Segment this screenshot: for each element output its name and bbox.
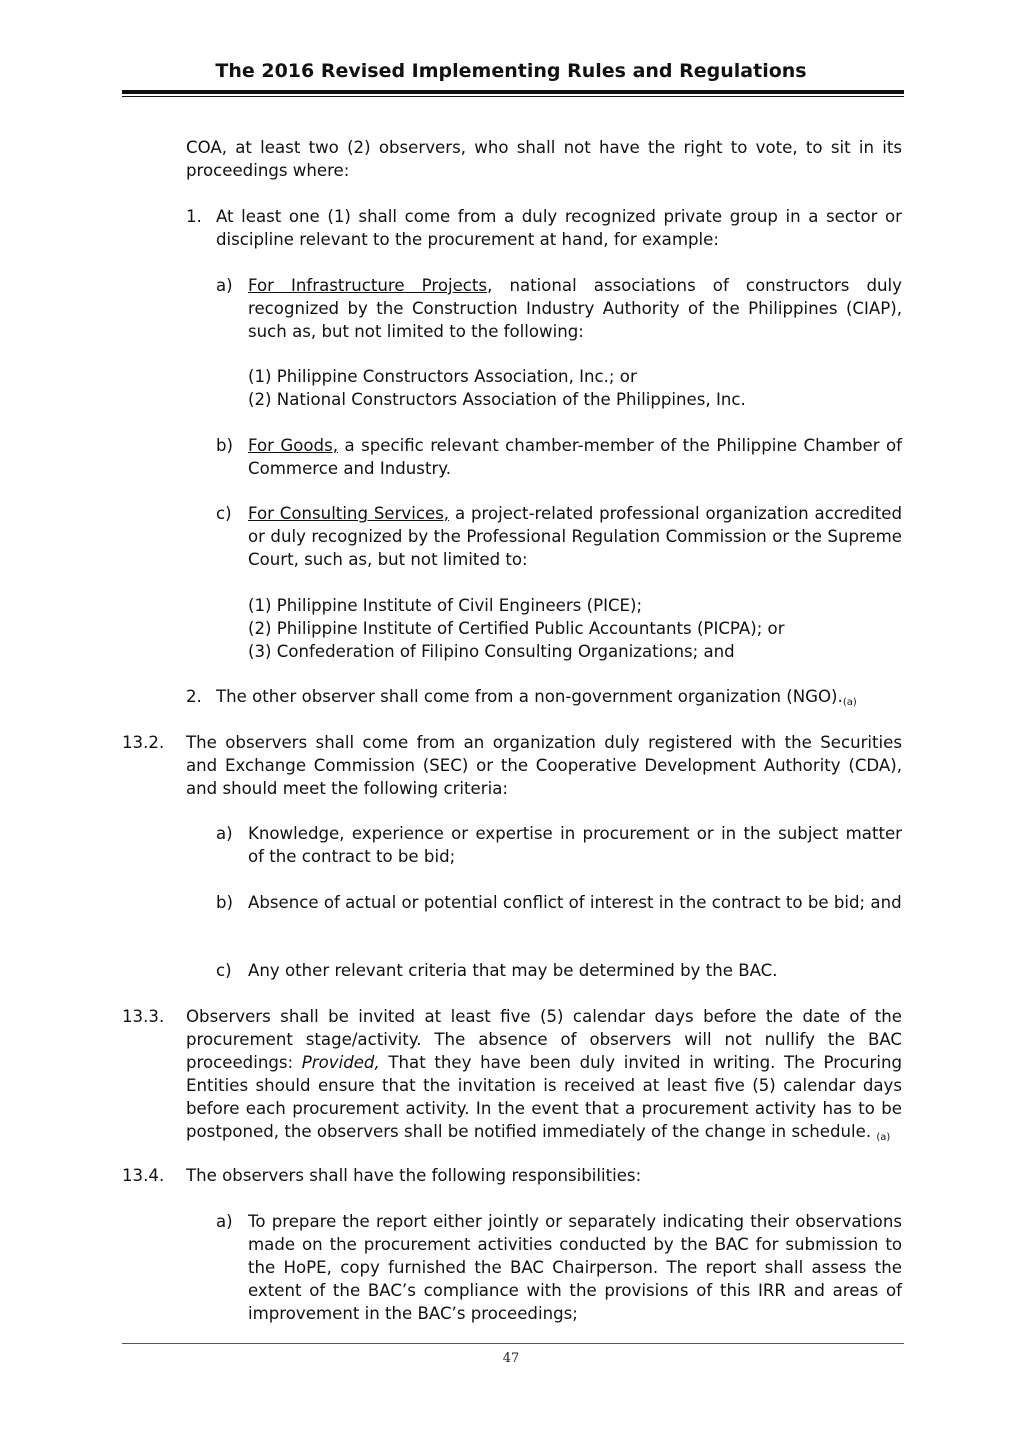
item-1c-paragraph	[248, 502, 902, 571]
item-1a-list	[248, 365, 902, 411]
item-1b-text: a specific relevant chamber-member of the Philippine Chamber of Commerce and Industry.	[248, 436, 902, 478]
item-1-text: At least one (1) shall come from a duly recognized private group in a sector or discipline relevant to the procurement at hand, for example:	[216, 207, 902, 249]
section-13-4-number: 13.4.	[122, 1166, 165, 1185]
section-13-2a-letter: a)	[216, 824, 233, 843]
section-13-3-text-after: That they have been duly invited in writing. The Procuring Entities should ensure that the invitation is received at least five (5) calendar days before each procurement activity. In the event that a procurement activity has to be postponed, the observers shall be notified immediately of the change in schedule.	[186, 1053, 903, 1141]
section-13-3-number: 13.3.	[122, 1007, 165, 1026]
section-13-4a-letter: a)	[216, 1212, 233, 1231]
header-rule-thin	[122, 96, 904, 97]
section-13-2c-letter: c)	[216, 961, 232, 980]
list-item: (1) Philippine Constructors Association, Inc.; or	[248, 367, 637, 386]
item-2-paragraph	[216, 685, 902, 714]
amendment-tag: (a)	[842, 697, 857, 708]
item-1-number: 1.	[186, 207, 202, 226]
list-item: (2) National Constructors Association of the Philippines, Inc.	[248, 390, 746, 409]
item-1c-text: a project-related professional organization accredited or duly recognized by the Professional Regulation Commission or the Supreme Court, such as, but not limited to:	[248, 504, 903, 569]
section-13-2-text: The observers shall come from an organization duly registered with the Securities and Exchange Commission (SEC) or the Cooperative Development Authority (CDA), and should meet the following criteria:	[186, 733, 902, 798]
section-13-2a-text: Knowledge, experience or expertise in procurement or in the subject matter of the contract to be bid;	[248, 824, 902, 866]
item-1b-paragraph	[248, 434, 902, 480]
provided-italic: Provided,	[301, 1053, 380, 1072]
section-13-2b-letter: b)	[216, 893, 234, 912]
intro-paragraph: COA, at least two (2) observers, who shall not have the right to vote, to sit in its proceedings where:	[186, 138, 902, 180]
item-1a-paragraph	[248, 274, 902, 343]
item-2-text: The other observer shall come from a non-government organization (NGO).	[216, 687, 843, 706]
section-13-4-text: The observers shall have the following responsibilities:	[186, 1166, 642, 1185]
item-1b-lead: For Goods,	[248, 436, 338, 455]
item-1c-lead: For Consulting Services,	[248, 504, 450, 523]
item-1a-text: , national associations of constructors duly recognized by the Construction Industry Authority of the Philippines (CIAP), such as, but not limited to the following:	[248, 276, 902, 341]
section-13-3-text-before: Observers shall be invited at least five (5) calendar days before the date of the procurement stage/activity. The absence of observers will not nullify the BAC proceedings:	[186, 1007, 902, 1072]
amendment-tag: (a)	[876, 1132, 891, 1143]
list-item: (3) Confederation of Filipino Consulting Organizations; and	[248, 642, 735, 661]
page-header-title: The 2016 Revised Implementing Rules and Regulations	[215, 60, 807, 82]
item-1c-list	[248, 594, 902, 663]
footer-rule	[122, 1343, 904, 1344]
section-13-2b-text: Absence of actual or potential conflict of interest in the contract to be bid; and	[248, 893, 902, 912]
section-13-2-number: 13.2.	[122, 733, 165, 752]
item-1a-lead: For Infrastructure Projects	[248, 276, 488, 295]
page-number: 47	[502, 1351, 520, 1366]
section-13-4a-text: To prepare the report either jointly or separately indicating their observations made on the procurement activities conducted by the BAC for submission to the HoPE, copy furnished the BAC Chairperson. The report shall assess the extent of the BAC’s compliance with the provisions of this IRR and areas of improvement in the BAC’s proceedings;	[248, 1212, 902, 1323]
header-rule-thick	[122, 90, 904, 94]
item-1c-letter: c)	[216, 504, 232, 523]
item-1b-letter: b)	[216, 436, 234, 455]
item-2-number: 2.	[186, 687, 202, 706]
section-13-2c-text: Any other relevant criteria that may be determined by the BAC.	[248, 961, 778, 980]
section-13-3-paragraph	[186, 1005, 902, 1149]
item-1a-letter: a)	[216, 276, 233, 295]
list-item: (2) Philippine Institute of Certified Public Accountants (PICPA); or	[248, 619, 785, 638]
list-item: (1) Philippine Institute of Civil Engineers (PICE);	[248, 596, 643, 615]
